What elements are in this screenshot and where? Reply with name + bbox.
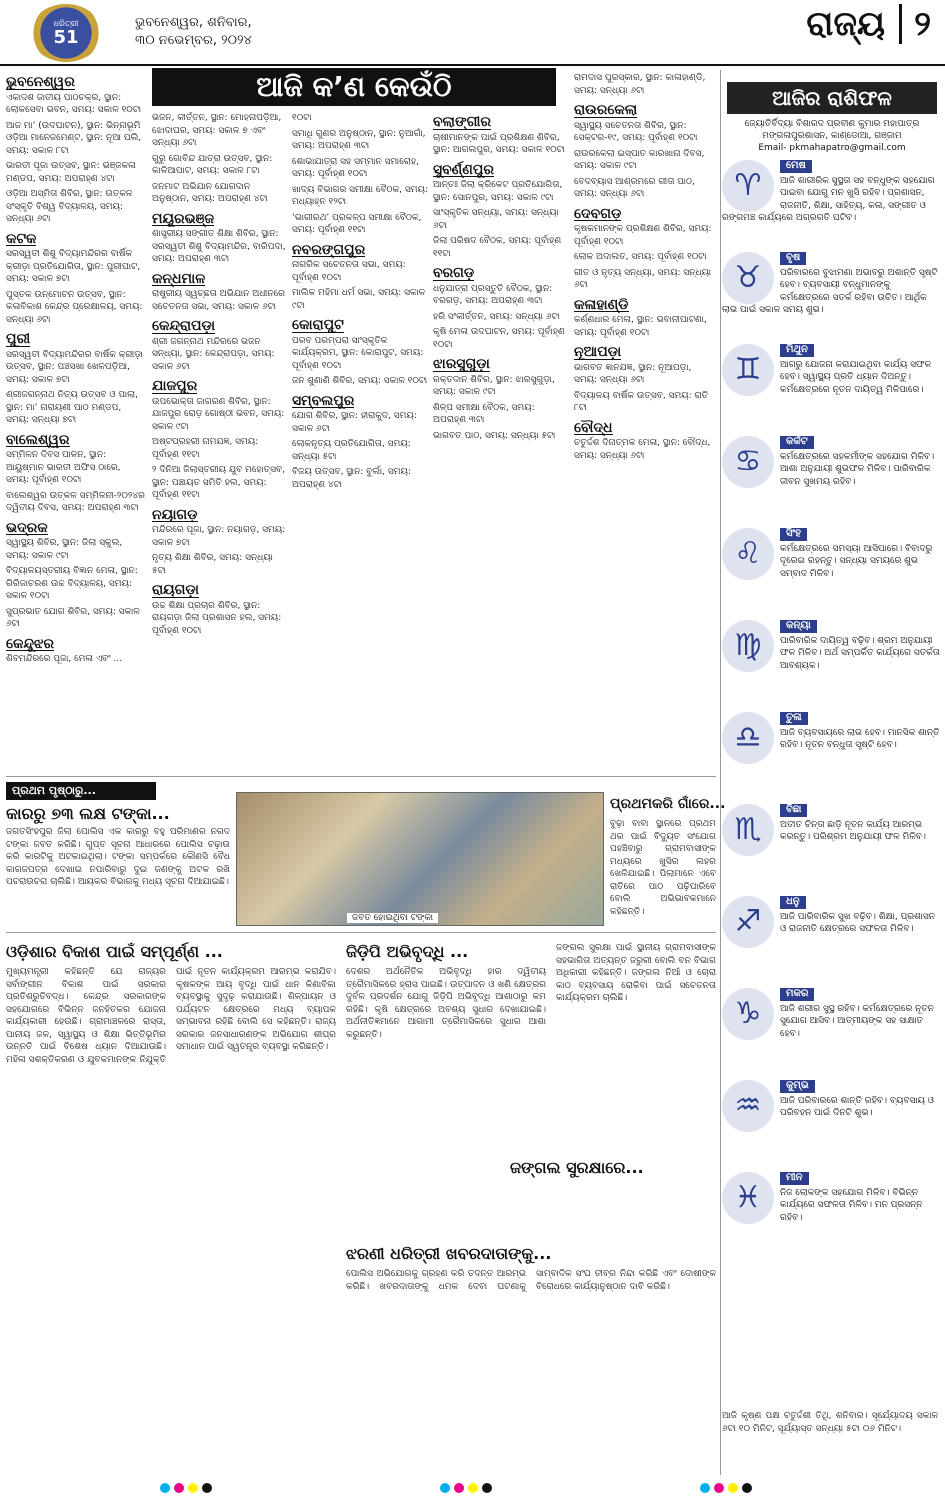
- odisha-story-body: ମୁଖ୍ୟମନ୍ତ୍ରୀ କହିଛନ୍ତି ଯେ ରାଜ୍ୟର ସର୍ବାଙ୍ଗୀନ ବିକାଶ ପାଇଁ ସରକାର ପ୍ରତିଶ୍ରୁତିବଦ୍ଧ। କେନ୍ଦ୍ର ସରକାରଙ୍କ ସହଯୋଗରେ ବିଭିନ୍ନ ଜନହିତକର ଯୋଜନା କାର୍ଯ୍ୟକାରୀ ହେଉଛି। ଗ୍ରାମାଞ୍ଚଳରେ ରାସ୍ତା, ପାନୀୟ ଜଳ, ସ୍ୱାସ୍ଥ୍ୟ ଓ ଶିକ୍ଷା ଭିତ୍ତିଭୂମିର ଉନ୍ନତି ପାଇଁ ବିଶେଷ ଧ୍ୟାନ ଦିଆଯାଉଛି। ମହିଳା ସଶକ୍ତିକରଣ ଓ ଯୁବକମାନଙ୍କ ନିଯୁକ୍ତି ପାଇଁ ନୂତନ କାର୍ଯ୍ୟକ୍ରମ ଆରମ୍ଭ କରାଯିବ। କୃଷକଙ୍କ ଆୟ ବୃଦ୍ଧି ପାଇଁ ଧାନ କିଣାବିକା ବ୍ୟବସ୍ଥାକୁ ସୁଦୃଢ଼ କରାଯାଉଛି। ଶିଳ୍ପାୟନ ଓ ପର୍ଯ୍ୟଟନ କ୍ଷେତ୍ରରେ ମଧ୍ୟ ବ୍ୟାପକ ସମ୍ଭାବନା ରହିଛି ବୋଲି ସେ କହିଛନ୍ତି। ରାଜ୍ୟ ସରକାର ଜନସାଧାରଣଙ୍କ ଅଭିଯୋଗ ଶୀଘ୍ର ସମାଧାନ ପାଇଁ ସ୍ୱତନ୍ତ୍ର ବ୍ୟବସ୍ଥା କରିଛନ୍ତି।: [6, 967, 336, 1065]
- rashi-text: ନିଜ ଲୋକଙ୍କ ସହଯୋଗ ମିଳିବ। ବିଭିନ୍ନ କାର୍ଯ୍ୟରେ ସଫଳତା ମିଳିବ। ମନ ପ୍ରସନ୍ନ ରହିବ।: [780, 1187, 923, 1223]
- event-item: ଖାଦ୍ୟ ବିଭାଗର ସମୀକ୍ଷା ବୈଠକ, ସମୟ: ମଧ୍ୟାହ୍ନ ୧୨ଟା: [292, 184, 428, 207]
- rashi-name: ତୁଳା: [780, 712, 808, 725]
- rashi-name: ଧନୁ: [780, 896, 806, 909]
- events-column-4: [433, 112, 569, 772]
- events-column-2: [152, 112, 288, 772]
- events-column-1: [6, 72, 146, 772]
- rashi-text: ଆଜି ବ୍ୟବସାୟରେ ଲାଭ ହେବ। ମାନସିକ ଶାନ୍ତି ରହିବ। ନୂତନ ବନ୍ଧୁତା ସୃଷ୍ଟି ହେବ।: [780, 727, 940, 750]
- event-item: ସରସ୍ୱତୀ ଶିଶୁ ବିଦ୍ୟାମନ୍ଦିରର ବାର୍ଷିକ କ୍ରୀଡ଼ା ପ୍ରତିଯୋଗିତା, ସ୍ଥାନ: ପୁରୀଘାଟ, ସମୟ: ସକାଳ ୭ଟା: [6, 249, 141, 284]
- car-story-body: ଜଗତସିଂହପୁର ଜିଲା ପୋଲିସ ଏକ କାରରୁ ବହୁ ପରିମାଣର ନଗଦ ଟଙ୍କା ଜବତ କରିଛି। ଗୁପ୍ତ ସୂଚନା ଆଧାରରେ ପୋଲିସ ଚଢ଼ାଉ କରି କାରଟିକୁ ଅଟକାଇଥିଲା। ଟଙ୍କା ସମ୍ପର୍କରେ କୌଣସି ବୈଧ କାଗଜପତ୍ର ଦେଖାଇ ନପାରିବାରୁ ଦୁଇ ଜଣଙ୍କୁ ଅଟକ ରଖି ପଚରାଉଚରା ଚାଲିଛି। ଆୟକର ବିଭାଗକୁ ମଧ୍ୟ ସୂଚନା ଦିଆଯାଇଛି।: [6, 827, 230, 887]
- events-column-3: [292, 112, 428, 772]
- district-heading: ଯାଜପୁର: [152, 378, 198, 394]
- event-item: ଶୋଭାଯାତ୍ରା ସହ ସମ୍ମାନ ସମାରୋହ, ସମୟ: ପୂର୍ବାହ୍ଣ ୧୦ଟା: [292, 156, 419, 179]
- author-email: Email- pkmahapatro@gmail.com: [758, 143, 906, 153]
- newspaper-logo: [30, 4, 102, 62]
- event-item: ଲୋକନୃତ୍ୟ ପ୍ରତିଯୋଗିତା, ସମୟ: ସନ୍ଧ୍ୟା ୫ଟା: [292, 439, 411, 462]
- rashi-name: ମିଥୁନ: [780, 344, 814, 357]
- page-number: ୨: [899, 4, 931, 44]
- rashi-text: କର୍ମକ୍ଷେତ୍ରରେ ସମସ୍ୟା ଆସିପାରେ। ବିବାଦରୁ ଦୂରେଇ ରହନ୍ତୁ। ସନ୍ଧ୍ୟା ସମୟରେ ଶୁଭ ସମ୍ବାଦ ମିଳିବ।: [780, 543, 933, 579]
- rashi-entry: [722, 528, 940, 580]
- rashifal-author: [727, 118, 937, 154]
- event-item: ସମ୍ମିଳନ ଦିବସ ପାଳନ, ସ୍ଥାନ: ଆୟୁଷ୍ମାନ ଭାରତୀ ଅଫିସ ଠାରେ, ସମୟ: ପୂର୍ବାହ୍ଣ ୧୦ଟା: [6, 450, 121, 485]
- event-item: ଏକାଦଶ ଜାତୀୟ ପାଠଚକ୍ର, ସ୍ଥାନ: ଲୋକସେବା ଭବନ, ସମୟ: ସକାଳ ୧୦ଟା: [6, 92, 142, 115]
- cyan-mark-icon: [160, 1483, 170, 1493]
- rashifal-title: ଆଜିର ରାଶିଫଳ: [727, 82, 937, 114]
- event-item: ଉଚ୍ଚ ଶିକ୍ଷା ପ୍ରଚାର ଶିବିର, ସ୍ଥାନ: ରାୟଗଡ଼ା ଜିଲା ପ୍ରଶାସନ ହଲ, ସମୟ: ପୂର୍ବାହ୍ଣ ୧୦ଟା: [152, 600, 282, 636]
- gdp-story-headline: ଜିଡ଼ିପି ଅଭିବୃଦ୍ଧି ...: [346, 942, 469, 961]
- print-footer: [0, 1480, 945, 1497]
- event-item: ବେଦବ୍ୟାସ ଆଶ୍ରମରେ ଗୀତା ପାଠ, ସମୟ: ସନ୍ଧ୍ୟା ୬ଟା: [574, 176, 695, 199]
- rashi-text: ଆଜି ପରିବାରରେ ଶାନ୍ତି ରହିବ। ବ୍ୟବସାୟ ଓ ପରିବହନ ପାଇଁ ଦିନଟି ଶୁଭ।: [780, 1095, 935, 1118]
- forest-story-body: ଜଙ୍ଗଲ ସୁରକ୍ଷା ପାଇଁ ସ୍ଥାନୀୟ ଗ୍ରାମବାସୀଙ୍କ ସହଭାଗିତା ଅତ୍ୟନ୍ତ ଜରୁରୀ ବୋଲି ବନ ବିଭାଗ ଅଧିକାରୀ କହିଛନ୍ତି। ଜଙ୍ଗଲ ନିଆଁ ଓ ଚୋରା କାଠ ବ୍ୟବସାୟ ରୋକିବା ପାଇଁ ସଚେତନତା କାର୍ଯ୍ୟକ୍ରମ ଚାଲିଛି।: [556, 943, 716, 1003]
- event-item: ଜିଲା ପରିଷଦ ବୈଠକ, ସମୟ: ପୂର୍ବାହ୍ଣ ୧୧ଟା: [433, 236, 562, 259]
- district-heading: ରାଉରକେଲା: [574, 102, 638, 118]
- district-heading: କଳାହାଣ୍ଡି: [574, 296, 629, 313]
- event-item: ରାଉରକେଲା ଇସ୍ପାତ କାରଖାନା ଦିବସ, ସମୟ: ସକାଳ ୯ଟା: [574, 148, 705, 171]
- magenta-mark-icon: [174, 1483, 184, 1493]
- logo-text: ଧରିତ୍ରୀ: [53, 19, 79, 28]
- district-heading: କୋରାପୁଟ: [292, 317, 344, 333]
- rashi-text: ପାରିବାରିକ ଦାୟିତ୍ୱ ବଢ଼ିବ। ଶ୍ରମ ଅନୁଯାୟୀ ଫଳ ମିଳିବ। ଅର୍ଥ ସମ୍ପର୍କିତ କାର୍ଯ୍ୟରେ ସତର୍କତା ଆବଶ୍ୟକ।: [780, 635, 940, 671]
- zodiac-icon: ♌: [722, 528, 774, 580]
- district-heading: ଝାରସୁଗୁଡ଼ା: [433, 356, 490, 372]
- rashi-name: ମୀନ: [780, 1172, 809, 1185]
- rashi-entry: [722, 620, 940, 672]
- zodiac-icon: ♊: [722, 344, 774, 396]
- rashi-name: ସିଂହ: [780, 528, 807, 541]
- zodiac-icon: ♉: [722, 252, 774, 304]
- zodiac-icon: ♓: [722, 1172, 774, 1224]
- rashi-entry: [722, 896, 940, 948]
- rashi-name: ମେଷ: [780, 160, 812, 173]
- rashi-text: କର୍ମକ୍ଷେତ୍ରରେ ସହକର୍ମୀଙ୍କ ସହଯୋଗ ମିଳିବ। ଆଶା ଅନୁଯାୟୀ ଶୁଭଫଳ ମିଳିବ। ପାରିବାରିକ ଜୀବନ ସୁଖମୟ ରହିବ।: [780, 451, 935, 487]
- event-item: ମନ୍ଦିରରେ ପୂଜା, ସ୍ଥାନ: ନୟାଗଡ଼, ସମୟ: ସକାଳ ୭ଟା: [152, 525, 286, 548]
- black-mark-icon: [202, 1483, 212, 1493]
- rashi-entry: [722, 804, 940, 856]
- event-item: ଯୋଗ ଶିବିର, ସ୍ଥାନ: ହୀରାକୁଦ, ସମୟ: ସକାଳ ୬ଟା: [292, 411, 417, 434]
- event-item: ଭାରତୀ ପୂଜା ଉତ୍ସବ, ସ୍ଥାନ: ଭଞ୍ଜକଳା ମଣ୍ଡପ, ସମୟ: ଅପରାହ୍ଣ ୪ଟା: [6, 161, 136, 184]
- district-heading: ବାଲେଶ୍ୱର: [6, 431, 70, 448]
- gdp-story-body: ଦେଶର ଅର୍ଥନୈତିକ ଅଭିବୃଦ୍ଧି ହାର ଦ୍ୱିତୀୟ ତ୍ରୈମାସିକରେ ହ୍ରାସ ପାଇଛି। ଉତ୍ପାଦନ ଓ ଖଣି କ୍ଷେତ୍ରର ଦୁର୍ବଳ ପ୍ରଦର୍ଶନ ଯୋଗୁ ଜିଡ଼ିପି ଅଭିବୃଦ୍ଧି ଆଶାଠାରୁ କମ ରହିଛି। କୃଷି କ୍ଷେତ୍ରରେ ଅବଶ୍ୟ ସୁଧାର ଦେଖାଯାଇଛି। ଅର୍ଥନୀତିଜ୍ଞମାନେ ଆଗାମୀ ତ୍ରୈମାସିକରେ ସୁଧାର ଆଶା କରୁଛନ୍ତି।: [346, 967, 546, 1040]
- event-item: ସାଂସ୍କୃତିକ ସନ୍ଧ୍ୟା, ସମୟ: ସନ୍ଧ୍ୟା ୬ଟା: [433, 208, 559, 231]
- event-item: ଚାଷୀମାନଙ୍କ ପାଇଁ ପ୍ରଶିକ୍ଷଣ ଶିବିର, ସ୍ଥାନ: ଆଗଲପୁର, ସମୟ: ସକାଳ ୧୦ଟା: [433, 132, 565, 155]
- rashi-name: କୁମ୍ଭ: [780, 1080, 815, 1093]
- event-item: ଲୋକ ଅଦାଲତ, ସମୟ: ପୂର୍ବାହ୍ଣ ୧୦ଟା: [574, 252, 707, 262]
- event-item: ସରସ୍ୱତୀ ବିଦ୍ୟାମନ୍ଦିରର ବାର୍ଷିକ କ୍ରୀଡ଼ା ଉତ୍ସବ, ସ୍ଥାନ: ପଞ୍ଚସଖା ଖେଳପଡ଼ିଆ, ସମୟ: ସକାଳ ୭ଟା: [6, 349, 143, 385]
- event-item: ଶ୍ରୀଜଗନ୍ନାଥ ନିତ୍ୟ ଉତ୍ସବ ଓ ପାଲା, ସ୍ଥାନ: ମା’ ନାରାୟଣୀ ପାଠ ମଣ୍ଡପ, ସମୟ: ସନ୍ଧ୍ୟା ୭ଟା: [6, 390, 139, 425]
- event-item: ବିଜୟ ଉତ୍ସବ, ସ୍ଥାନ: ବୁର୍ଲା, ସମୟ: ଅପରାହ୍ଣ ୪ଟା: [292, 467, 411, 490]
- rashi-text: ଆଗରୁ ଯୋଜନା କରାଯାଇଥିବା କାର୍ଯ୍ୟ ସଫଳ ହେବ। ସ୍ୱାସ୍ଥ୍ୟ ପ୍ରତି ଧ୍ୟାନ ଦିଅନ୍ତୁ। କର୍ମକ୍ଷେତ୍ରରେ ନୂତନ ଦାୟିତ୍ୱ ମିଳିପାରେ।: [780, 359, 932, 395]
- event-item: ଭଜନ, କୀର୍ତ୍ତନ, ସ୍ଥାନ: ମୋହନାପଡ଼ିଆ, ଝୋଦାଘର, ସମୟ: ସକାଳ ୭ ଏବଂ ସନ୍ଧ୍ୟା ୬ଟା: [152, 113, 282, 148]
- zodiac-icon: ♒: [722, 1080, 774, 1132]
- district-heading: ନୂଆପଡ଼ା: [574, 344, 622, 360]
- rashi-entry: [722, 1080, 940, 1132]
- district-heading: କନ୍ଧମାଳ: [152, 270, 206, 287]
- jharani-story-body: ପୋଲିସ ଅଭିଯୋଗକୁ ଗ୍ରହଣ କରି ତଦନ୍ତ ଆରମ୍ଭ କରିଛି। ଖବରଦାତାଙ୍କୁ ଧମକ ଦେବା ଘଟଣାକୁ ସାମ୍ବାଦିକ ସଂଘ ତୀବ୍ର ନିନ୍ଦା କରିଛି ଏବଂ ଦୋଷୀଙ୍କ ବିରୋଧରେ କାର୍ଯ୍ୟାନୁଷ୍ଠାନ ଦାବି କରିଛି।: [346, 1269, 716, 1292]
- event-item: ଓଡ଼ିଆ ଅସ୍ମିତା ଶିବିର, ସ୍ଥାନ: ଉତ୍କଳ ସଂସ୍କୃତି ବିଶ୍ୱ ବିଦ୍ୟାଳୟ, ସମୟ: ସନ୍ଧ୍ୟା ୬ଟା: [6, 189, 133, 224]
- event-item: ଗୀତ ଓ ନୃତ୍ୟ ସନ୍ଧ୍ୟା, ସମୟ: ସନ୍ଧ୍ୟା ୬ଟା: [574, 267, 712, 290]
- pratham-prusthharu-strip: ପ୍ରଥମ ପୃଷ୍ଠାରୁ...: [6, 782, 156, 800]
- rashi-name: ବିଛା: [780, 804, 807, 817]
- photo-caption: ଜବତ ହୋଇଥିବା ଟଙ୍କା: [347, 913, 438, 923]
- district-heading: ନୟାଗଡ଼: [152, 506, 198, 523]
- rashi-text: ଅତୀତ ଚିନ୍ତା ଛାଡ଼ି ନୂତନ କାର୍ଯ୍ୟ ଆରମ୍ଭ କରନ୍ତୁ। ପରିଶ୍ରମ ଅନୁଯାୟୀ ଫଳ ମିଳିବ।: [780, 819, 926, 842]
- event-item: ଧନୁଯାତ୍ରା ପ୍ରସ୍ତୁତି ବୈଠକ, ସ୍ଥାନ: ବରଗଡ଼, ସମୟ: ଅପରାହ୍ଣ ୩ଟା: [433, 283, 553, 306]
- rashi-name: ମକର: [780, 988, 814, 1001]
- zodiac-icon: ♋: [722, 436, 774, 488]
- panchang-text: ଆଜି କୃଷ୍ଣ ପକ୍ଷ ଚତୁର୍ଦ୍ଦଶୀ ତିଥି, ଶନିବାର। ସୂର୍ଯ୍ୟୋଦୟ ସକାଳ ୬ଟା ୧୦ ମିନିଟ, ସୂର୍ଯ୍ୟାସ୍ତ ସନ୍ଧ୍ୟା ୫ଟା ୦୬ ମିନିଟ।: [722, 1411, 938, 1434]
- event-item: ନାଗରିକ ସଚେତନତା ସଭା, ସମୟ: ପୂର୍ବାହ୍ଣ ୧୦ଟା: [292, 260, 406, 283]
- rashi-text: ଆଜି ପାରିବାରିକ ସୁଖ ବଢ଼ିବ। ଶିକ୍ଷା, ପ୍ରଶାସନ ଓ ରାଜନୀତି କ୍ଷେତ୍ରରେ ସଫଳତା ମିଳିବ।: [780, 911, 935, 934]
- rashi-entry: [722, 712, 940, 764]
- pratham-story-headline: ପ୍ରଥମକରି ଗାଁରେ...: [610, 796, 726, 812]
- event-item: ଆଜ ମା’ (ଉଦଘାଟନ), ସ୍ଥାନ: ଭିନ୍ନାଭୂମି ଓଡ଼ିଆ ମାନେଜମେଣ୍ଟ, ସ୍ଥାନ: ନୂଆ ପଲି, ସମୟ: ସକାଳ ୮ଟା: [6, 120, 142, 156]
- pratham-story-body: ବୁଢ଼ା ବାବା ସ୍ଥାନରେ ପ୍ରଥମ ଥର ପାଇଁ ବିଦ୍ୟୁତ ସଂଯୋଗ ପହଞ୍ଚିବାରୁ ଗ୍ରାମବାସୀଙ୍କ ମଧ୍ୟରେ ଖୁସିର ଲହର ଖେଳିଯାଇଛି। ପିଲାମାନେ ଏବେ ରାତିରେ ପାଠ ପଢ଼ିପାରିବେ ବୋଲି ଅଭିଭାବକମାନେ କହିଛନ୍ତି।: [610, 819, 716, 917]
- yellow-mark-icon: [728, 1483, 738, 1493]
- district-heading: ପୁରୀ: [6, 331, 31, 347]
- event-item: ହରି ସଂକୀର୍ତ୍ତନ, ସମୟ: ସନ୍ଧ୍ୟା ୬ଟା: [433, 311, 560, 322]
- rashi-name: କର୍କଟ: [780, 436, 814, 449]
- zodiac-icon: ♍: [722, 620, 774, 672]
- zodiac-icon: ♈: [722, 160, 774, 212]
- rashi-text: ଆଜି ଶାରୀରିକ ସୁସ୍ଥତା ସହ ବନ୍ଧୁଙ୍କ ସହଯୋଗ ପାଇବା ଯୋଗୁ ମନ ଖୁସି ରହିବ। ପ୍ରଶାସନ, ରାଜନୀତି, ଶିକ୍ଷା, ସାହିତ୍ୟ, କଳା, ସଙ୍ଗୀତ ଓ ରଙ୍ଗମଞ୍ଚ କାର୍ଯ୍ୟରେ ଅଗ୍ରଗତି ଘଟିବ।: [722, 175, 935, 223]
- event-item: ବିଦ୍ୟାଳୟସ୍ତରୀୟ ବିଜ୍ଞାନ ମେଳା, ସ୍ଥାନ: ଗିରିଜାଚରଣ ଉଚ୍ଚ ବିଦ୍ୟାଳୟ, ସମୟ: ସକାଳ ୧୦ଟା: [6, 566, 138, 601]
- magenta-mark-icon: [714, 1483, 724, 1493]
- rashi-name: କନ୍ୟା: [780, 620, 817, 633]
- rashi-entry: [722, 988, 940, 1040]
- event-item: ୧୦ଟା: [292, 113, 312, 123]
- zodiac-icon: ♐: [722, 896, 774, 948]
- car-story-headline: କାରରୁ ୭୩ ଲକ୍ଷ ଟଙ୍କା...: [6, 804, 170, 823]
- dateline: ଭୁବନେଶ୍ୱର, ଶନିବାର, ୩୦ ନଭେମ୍ବର, ୨୦୨୪: [135, 15, 252, 48]
- district-heading: ନବରଙ୍ଗପୁର: [292, 241, 366, 258]
- district-heading: ମୟୂରଭଞ୍ଜ: [152, 210, 215, 227]
- event-item: ଜନ ଶୁଣାଣି ଶିବିର, ସମୟ: ସକାଳ ୧୦ଟା: [292, 376, 428, 386]
- yellow-mark-icon: [188, 1483, 198, 1493]
- event-item: ଅଷ୍ଟପ୍ରହରୀ ନାମଯଜ୍ଞ, ସମୟ: ପୂର୍ବାହ୍ଣ ୧୧ଟା: [152, 437, 259, 460]
- event-item: ରାଷ୍ଟ୍ରୀୟ ସ୍ୱଚ୍ଛତା ଅଭିଯାନ ଅଧୀନରେ ସଚେତନତା ସଭା, ସମୟ: ସକାଳ ୬ଟା: [152, 289, 285, 312]
- section-divider: [6, 776, 716, 777]
- logo-number: 51: [53, 27, 79, 48]
- district-heading: କେନ୍ଦ୍ରାପଡ଼ା: [152, 318, 216, 334]
- district-heading: କେନ୍ଦୁଝର: [6, 635, 55, 652]
- district-heading: କଟକ: [6, 230, 37, 247]
- yellow-mark-icon: [468, 1483, 478, 1493]
- event-item: ପରବ ପରମ୍ପରା ସାଂସ୍କୃତିକ କାର୍ଯ୍ୟକ୍ରମ, ସ୍ଥାନ: କୋରାପୁଟ, ସମୟ: ପୂର୍ବାହ୍ଣ ୧୦ଟା: [292, 335, 424, 371]
- rashi-entry: [722, 436, 940, 488]
- event-item: ଭାଗବତ ପାଠ, ସମୟ: ସନ୍ଧ୍ୟା ୫ଟା: [433, 430, 556, 441]
- event-item: କୃଷି ମେଳା ଉଦଘାଟନ, ସମୟ: ପୂର୍ବାହ୍ଣ ୧୦ଟା: [433, 327, 565, 350]
- section-divider: [6, 932, 716, 933]
- cyan-mark-icon: [700, 1483, 710, 1493]
- seized-cash-photo: [236, 792, 604, 926]
- event-item: ସ୍ୱାସ୍ଥ୍ୟ ଶିବିର, ସ୍ଥାନ: ଜିଲା ସ୍କୁଲ, ସମୟ: ସକାଳ ୯ଟା: [6, 538, 123, 561]
- jharani-story-headline: ଝରଣୀ ଧରିତ୍ରୀ ଖବରଦାତାଙ୍କୁ...: [346, 1244, 552, 1263]
- event-item: ୨ ଦିନିଆ ଜିଲାସ୍ତରୀୟ ଯୁବ ମହୋତ୍ସବ, ସ୍ଥାନ: ପଞ୍ଚାୟତ ସମିତି ହଲ, ସମୟ: ପୂର୍ବାହ୍ଣ ୧୧ଟା: [152, 465, 285, 500]
- event-item: ସମାଧି ଗୁଣର ଅନୁଷ୍ଠାନ, ସ୍ଥାନ: ନୁଆଗାଁ, ସମୟ: ଅପରାହ୍ଣ ୩ଟା: [292, 128, 426, 151]
- rashi-entry: [722, 252, 940, 317]
- rashi-text: ଆଜି ଶରୀର ସୁସ୍ଥ ରହିବ। କର୍ମକ୍ଷେତ୍ରରେ ନୂତନ ସୁଯୋଗ ଆସିବ। ଆତ୍ମୀୟଙ୍କ ସହ ସାକ୍ଷାତ ହେବ।: [780, 1003, 934, 1039]
- district-heading: ସମ୍ବଲପୁର: [292, 392, 355, 409]
- district-heading: ଦେବଗଡ଼: [574, 205, 622, 222]
- events-banner: ଆଜି କ’ଣ କେଉଁଠି: [152, 68, 556, 106]
- zodiac-icon: ♎: [722, 712, 774, 764]
- page-header: [0, 0, 945, 66]
- rashi-entry: [722, 1172, 940, 1224]
- event-item: କୃଷକମାନଙ୍କ ପ୍ରଶିକ୍ଷଣ ଶିବିର, ସମୟ: ପୂର୍ବାହ୍ଣ ୧୦ଟା: [574, 224, 712, 247]
- event-item: ରକ୍ତଦାନ ଶିବିର, ସ୍ଥାନ: ଝାରସୁଗୁଡ଼ା, ସମୟ: ସକାଳ ୯ଟା: [433, 374, 555, 397]
- event-item: ଜନମାଟ ଅଭିଯାନ ଯୋଗଦାନ ଅନୁଷ୍ଠାନ, ସମୟ: ଅପରାହ୍ଣ ୪ଟା: [152, 181, 268, 204]
- event-item: ସ୍ୱାସ୍ଥ୍ୟ ସଚେତନତା ଶିବିର, ସ୍ଥାନ: ସେକ୍ଟର-୧୯, ସମୟ: ପୂର୍ବାହ୍ଣ ୧୦ଟା: [574, 120, 698, 143]
- event-item: ନୃତ୍ୟ ଶିକ୍ଷା ଶିବିର, ସମୟ: ସନ୍ଧ୍ୟା ୫ଟା: [152, 553, 273, 576]
- odisha-story-headline: ଓଡ଼ିଶାର ବିକାଶ ପାଇଁ ସମ୍ପୂର୍ଣ୍ଣ ...: [6, 942, 223, 961]
- events-column-5: [574, 72, 714, 772]
- section-title: ରାଜ୍ୟ: [806, 4, 885, 44]
- district-heading: ବରଗଡ଼: [433, 265, 475, 281]
- black-mark-icon: [742, 1483, 752, 1493]
- event-item: ବିଦ୍ୟାଳୟ ବାର୍ଷିକ ଉତ୍ସବ, ସମୟ: ରାତି ୮ଟା: [574, 390, 709, 413]
- column-divider: [720, 70, 721, 1475]
- district-heading: ବଲାଙ୍ଗୀର: [433, 114, 491, 130]
- event-item: ଚତୁର୍ଦ୍ଦଶ ଦିନାତ୍ମକ ମେଳା, ସ୍ଥାନ: ବୌଦ୍ଧ, ସମୟ: ସନ୍ଧ୍ୟା ୬ଟା: [574, 438, 711, 461]
- rashi-entry: [722, 344, 940, 396]
- event-item: ଶାସ୍ତ୍ରୀୟ ସଙ୍ଗୀତ ଶିକ୍ଷା ଶିବିର, ସ୍ଥାନ: ସରସ୍ୱତୀ ଶିଶୁ ବିଦ୍ୟାମନ୍ଦିର, ବାରିପଦା, ସମୟ: ଅପରାହ୍ଣ ୩ଟା: [152, 229, 286, 264]
- event-item: ଶିଳ୍ପ ସମୀକ୍ଷା ବୈଠକ, ସମୟ: ଅପରାହ୍ଣ ୩ଟା: [433, 402, 535, 425]
- event-item: ଗୁରୁ ଗୋବିନ୍ଦ ଯାତ୍ରା ଉତ୍ସବ, ସ୍ଥାନ: କାଳିଆପାଟ, ସମୟ: ସକାଳ ୮ଟା: [152, 153, 273, 176]
- event-item: ଆନ୍ତଃ ଜିଲା କ୍ରିକେଟ ପ୍ରତିଯୋଗିତା, ସ୍ଥାନ: ସୋନପୁର, ସମୟ: ସକାଳ ୯ଟା: [433, 180, 563, 203]
- event-item: ଶିବମନ୍ଦିରରେ ପୂଜା, ମେଳା ଏବଂ ...: [6, 654, 123, 664]
- forest-story-headline: ଜଙ୍ଗଲ ସୁରକ୍ଷାରେ...: [510, 1158, 644, 1177]
- district-heading: ଭୁବନେଶ୍ୱର: [6, 74, 75, 90]
- event-item: ପୁସ୍ତକ ଉନ୍ମୋଚନ ଉତ୍ସବ, ସ୍ଥାନ: କଳାବିକାଶ କେନ୍ଦ୍ର ପ୍ରେକ୍ଷାଳୟ, ସମୟ: ସନ୍ଧ୍ୟା ୬ଟା: [6, 289, 143, 325]
- event-item: ଶ୍ରୀ ଜଗନ୍ନାଥ ମନ୍ଦିରରେ ଭଜନ ସନ୍ଧ୍ୟା, ସ୍ଥାନ: କେନ୍ଦ୍ରାପଡ଼ା, ସମୟ: ସକାଳ ୬ଟା: [152, 336, 275, 372]
- cyan-mark-icon: [440, 1483, 450, 1493]
- zodiac-icon: ♏: [722, 804, 774, 856]
- event-item: ଭାଗବତ ଜ୍ଞାନଯଜ୍ଞ, ସ୍ଥାନ: ନୂଆପଡ଼ା, ସମୟ: ସନ୍ଧ୍ୟା ୬ଟା: [574, 362, 692, 385]
- zodiac-icon: ♑: [722, 988, 774, 1040]
- event-item: ଉପଭୋକ୍ତା ଜାଗରଣ ଶିବିର, ସ୍ଥାନ: ଯାଜପୁର ରୋଡ଼ ଗୋଷ୍ଠୀ ଭବନ, ସମୟ: ସକାଳ ୯ଟା: [152, 396, 285, 432]
- event-item: ବାଲେଶ୍ୱର ଉତ୍କଳ ସମ୍ମିଳନୀ-୨୦୨୪ର ଦ୍ୱିତୀୟ ଦିବସ, ସମୟ: ଅପରାହ୍ଣ ୩ଟା: [6, 490, 145, 513]
- event-item: ‘ଭାଗୀରଥ’ ପ୍ରକଳ୍ପ ସମୀକ୍ଷା ବୈଠକ, ସମୟ: ପୂର୍ବାହ୍ଣ ୧୧ଟା: [292, 212, 422, 235]
- rashi-entry: [722, 160, 940, 225]
- black-mark-icon: [482, 1483, 492, 1493]
- district-heading: ଭଦ୍ରକ: [6, 519, 48, 536]
- event-item: ସୁପ୍ରଭାତ ଯୋଗ ଶିବିର, ସମୟ: ସକାଳ ୬ଟା: [6, 606, 140, 629]
- rashi-name: ବୃଷ: [780, 252, 806, 265]
- magenta-mark-icon: [454, 1483, 464, 1493]
- district-heading: ବୌଦ୍ଧ: [574, 419, 613, 436]
- district-heading: ରାୟଗଡ଼ା: [152, 582, 199, 598]
- rashi-text: ପରିବାରରେ ବୁଝାମଣା ଅଭାବରୁ ଅଶାନ୍ତି ସୃଷ୍ଟି ହେବ। ବ୍ୟବସାୟୀ ବନ୍ଧୁମାନଙ୍କୁ କର୍ମକ୍ଷେତ୍ରରେ ସତର୍କ ରହିବା ଉଚିତ। ଆର୍ଥିକ ଲାଭ ପାଇଁ ସକାଳ ସମୟ ଶୁଭ।: [722, 267, 938, 315]
- event-item: ରାମଦାସ ପୁରସ୍କାର, ସ୍ଥାନ: କାଳାହାଣ୍ଡି, ସମୟ: ସନ୍ଧ୍ୟା ୬ଟା: [574, 73, 706, 96]
- author-line: ଜ୍ୟୋତିର୍ବିଦ୍ୟା ବିଶାରଦ ପ୍ରବୀଣ କୁମାର ମହାପାତ୍ର ମଙ୍ଗଳାପୁରଶାସନ, କାଣ୍ଡୋଆ, ଗଞ୍ଜାମ: [744, 119, 920, 141]
- event-item: କର୍ଣ୍ଣଧାର ମେଳା, ସ୍ଥାନ: ଭବାନୀପାଟଣା, ସମୟ: ପୂର୍ବାହ୍ଣ ୧୦ଟା: [574, 315, 707, 338]
- district-heading: ସୁବର୍ଣ୍ଣପୁର: [433, 161, 494, 178]
- event-item: ମାଲିକ ମହିମା ଧର୍ମ ସଭା, ସମୟ: ସକାଳ ୯ଟା: [292, 288, 426, 311]
